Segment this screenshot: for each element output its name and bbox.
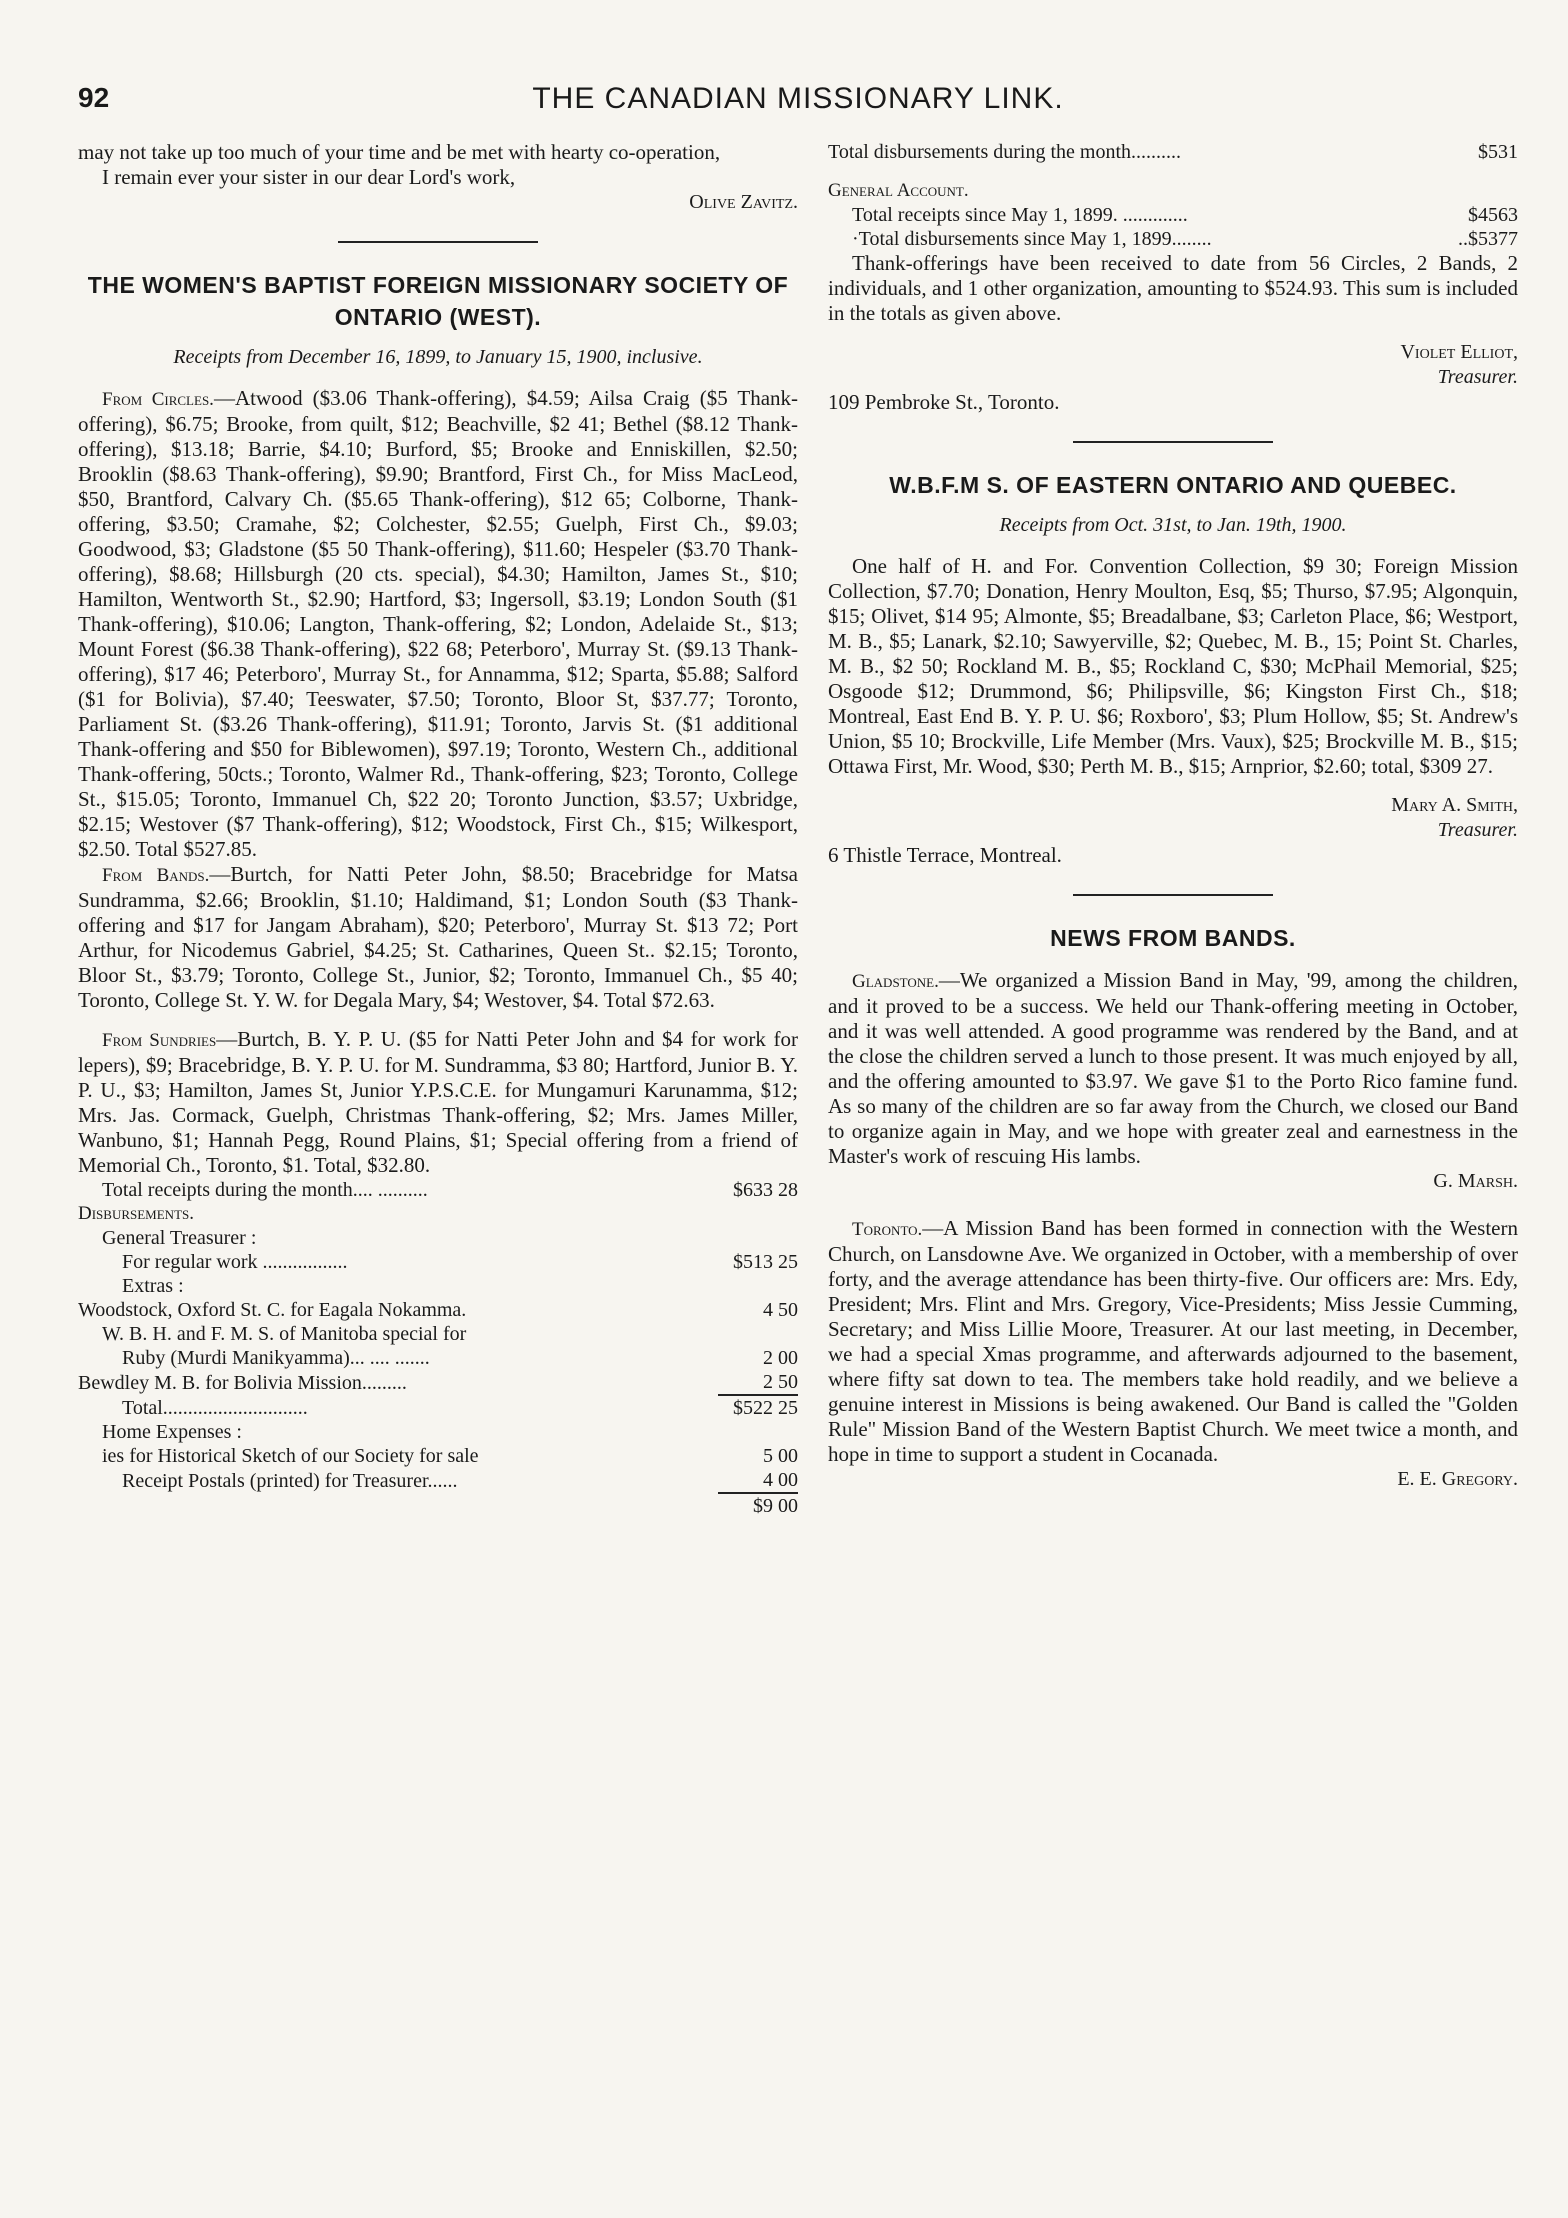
circles-text: —Atwood ($3.06 Thank-offering), $4.59; Ailsa Craig ($5 Thank-offering), $6.75; Brooke, from quilt, $12; Beachville, $2 41; Bethel ($8.12 Thank-offering), $13.18; Barrie, $4.10; Burford, $5; Brooke and Enniskillen, $2.50; Brooklin ($8.63 Thank-offering), $9.90; Brantford, First Ch., for Miss MacLeod, $50, Brantford, Calvary Ch. ($5.65 Thank-offering), $12 65; Colborne, Thank-offering, $3.50; Cramahe, $2; Colchester, $2.55; Guelph, First Ch., $9.03; Goodwood, $3; Gladstone ($5 50 Thank-offering), $11.60; Hespeler ($3.70 Thank-offering), $8.68; Hillsburgh (20 cts. special), $4.30; Hamilton, James St., $10; Hamilton, Wentworth St., $2.90; Hartford, $3; Ingersoll, $3.19; London South ($1 Thank-offering), $10.06; Langton, Thank-offering, $2; London, Adelaide St., $13; Mount Forest ($6.38 Thank-offering), $22 68; Peterboro', Murray St. ($9.13 Thank-offering), $17 46; Peterboro', Murray St., for Annamma, $12; Sparta, $5.88; Salford ($1 for Bolivia), $7.40; Teeswater, $7.50; Toronto, Bloor St, $37.77; Toronto, Parliament St. ($3.26 Thank-offering), $11.91; Toronto, Jarvis St. ($1 additional Thank-offering and $50 for Biblewomen), $97.19; Toronto, Western Ch., additional Thank-offering, 50cts.; Toronto, Walmer Rd., Thank-offering, $23; Toronto, College St., $15.05; Toronto, Immanuel Ch, $22 20; Toronto Junction, $3.57; Uxbridge, $2.15; Westover ($7 Thank-offering), $12; Woodstock, First Ch., $15; Wilkesport, $2.50. Total $527.85.: [78, 386, 799, 861]
ledger-amount: 2 00: [763, 1347, 798, 1369]
general-disbursements-amount: ..$5377: [1458, 228, 1518, 250]
gladstone-label: Gladstone.: [852, 971, 939, 992]
ledger-row: [78, 1370, 798, 1395]
ledger-label: ies for Historical Sketch of our Society for sale: [102, 1445, 479, 1467]
ledger-row: [78, 1178, 798, 1202]
ledger-row: [78, 1322, 798, 1346]
disbursement-amount: $531: [1478, 141, 1518, 163]
eastern-receipts: One half of H. and For. Convention Collection, $9 30; Foreign Mission Collection, $7.70; Donation, Henry Moulton, Esq, $5; Thurso, $7.95; Algonquin, $15; Olivet, $14 95; Almonte, $5; Breadalbane, $3; Carleton Place, $6; Westport, M. B., $5; Lanark, $2.10; Sawyerville, $2; Quebec, M. B., 15; Point St. Charles, M. B., $2 50; Rockland M. B., $5; Rockland C, $30; McPhail Memorial, $25; Osgoode $12; Drummond, $6; Philipsville, $6; Kingston First Ch., $18; Montreal, East End B. Y. P. U. $6; Roxboro', $3; Plum Hollow, $5; St. Andrew's Union, $5 10; Brockville, Life Member (Mrs. Vaux), $25; Brockville M. B., $15; Ottawa First, Mr. Wood, $30; Perth M. B., $15; Arnprior, $2.60; total, $309 27.: [828, 554, 1518, 778]
ledger-amount: [718, 1274, 798, 1298]
eastern-treasurer-address: 6 Thistle Terrace, Montreal.: [828, 843, 1062, 867]
ledger-label: [78, 1493, 718, 1518]
society-title: THE WOMEN'S BAPTIST FOREIGN MISSIONARY SOCIETY OF ONTARIO (WEST).: [87, 272, 789, 330]
eastern-society-title: W.B.F.M S. OF EASTERN ONTARIO AND QUEBEC.: [889, 472, 1457, 498]
ledger-row: [78, 1493, 798, 1518]
sundries-label: From Sundries: [102, 1030, 217, 1051]
ledger-table: [78, 1178, 798, 1518]
general-receipts-label: Total receipts since May 1, 1899. .............: [852, 204, 1188, 226]
ledger-amount: $522 25: [718, 1395, 798, 1420]
ledger-amount: 5 00: [763, 1445, 798, 1467]
ledger-label: General Treasurer :: [102, 1227, 257, 1249]
ledger-row: [78, 1346, 798, 1370]
general-disbursements-label: ·Total disbursements since May 1, 1899........: [852, 228, 1212, 250]
letter-signature: Olive Zavitz.: [689, 191, 798, 213]
section-divider: [338, 241, 538, 243]
ledger-row: [78, 1444, 798, 1468]
page-header: [78, 82, 1518, 132]
ledger-label: Total receipts during the month.... ..........: [102, 1179, 428, 1201]
left-column: [78, 140, 798, 1518]
circles-receipts: [78, 386, 798, 862]
ledger-amount: 4 50: [763, 1299, 798, 1321]
ledger-label: Ruby (Murdi Manikyamma)... .... .......: [122, 1347, 430, 1369]
disbursement-line: [828, 140, 1518, 164]
journal-title: THE CANADIAN MISSIONARY LINK.: [532, 82, 1064, 115]
ledger-amount: [718, 1226, 798, 1250]
receipts-subtitle: Receipts from December 16, 1899, to January 15, 1900, inclusive.: [173, 346, 703, 368]
ledger-label: Bewdley M. B. for Bolivia Mission.........: [78, 1372, 407, 1394]
eastern-treasurer-title: Treasurer.: [1437, 819, 1518, 841]
gladstone-report: [828, 968, 1518, 1169]
ledger-row: [78, 1420, 798, 1444]
gladstone-signature: G. Marsh.: [1433, 1170, 1518, 1192]
ledger-label: Woodstock, Oxford St. C. for Eagala Nokamma.: [78, 1299, 467, 1321]
gladstone-text: —We organized a Mission Band in May, '99, among the children, and it proved to be a success. We held our Thank-offering meeting in October, and it was well attended. A good programme was rendered by the Band, and at the close the children served a lunch to those present. It was much enjoyed by all, and the offering amounted to $3.97. We gave $1 to the Porto Rico famine fund. As so many of the children are so far away from the Church, we closed our Band to organize again in May, and we hope with greater zeal and earnestness in the Master's work of rescuing His lambs.: [828, 968, 1518, 1168]
ledger-label: Receipt Postals (printed) for Treasurer......: [122, 1470, 458, 1492]
treasurer-address: 109 Pembroke St., Toronto.: [828, 390, 1060, 414]
ledger-row: [78, 1468, 798, 1493]
letter-closing-text: may not take up too much of your time and be met with hearty co-operation,: [78, 140, 721, 164]
ledger-amount: 4 00: [763, 1469, 798, 1491]
toronto-signature: E. E. Gregory.: [1397, 1468, 1518, 1490]
sundries-receipts: [78, 1027, 798, 1178]
toronto-text: —A Mission Band has been formed in connection with the Western Church, on Lansdowne Ave. We organized in October, with a membership of over forty, and the average attendance has been thirty-five. Our officers are: Mrs. Edy, President; Mrs. Flint and Mrs. Gregory, Vice-Presidents; Miss Jessie Cumming, Secretary; and Miss Lillie Moore, Treasurer. At our last meeting, in December, we had a special Xmas programme, and afterwards adjourned to the basement, where fifty sat down to tea. The members take hold readily, and we believe a genuine interest in Missions is being awakened. Our Band is called the "Golden Rule" Mission Band of the Western Baptist Church. We meet twice a month, and hope in time to support a student in Cocanada.: [828, 1216, 1518, 1466]
section-divider: [1073, 894, 1273, 896]
circles-label: From Circles.: [102, 389, 214, 410]
ledger-row: [78, 1395, 798, 1420]
ledger-row: [78, 1226, 798, 1250]
ledger-amount: $513 25: [733, 1251, 798, 1273]
toronto-label: Toronto.: [852, 1219, 923, 1240]
ledger-row: [78, 1274, 798, 1298]
ledger-amount: 2 50: [763, 1371, 798, 1393]
general-account-table: [828, 203, 1518, 251]
ledger-label: Extras :: [122, 1275, 184, 1297]
sundries-text: —Burtch, B. Y. P. U. ($5 for Natti Peter John and $4 for work for lepers), $9; Bracebridge, B. Y. P. U. for M. Sundramma, $3 80; Hartford, Junior B. Y. P. U., $3; Hamilton, James St, Junior Y.P.S.C.E. for Mungamuri Karunamma, $12; Mrs. Jas. Cormack, Guelph, Christmas Thank-offering, $2; Mrs. James Miller, Wanbuno, $1; Hannah Pegg, Round Plains, $1; Special offering from a friend of Memorial Ch., Toronto, $1. Total, $32.80.: [78, 1027, 798, 1177]
bands-text: —Burtch, for Natti Peter John, $8.50; Bracebridge for Matsa Sundramma, $2.66; Brooklin, $1.10; Haldimand, $1; London South ($3 Thank-offering and $17 for Jangam Abraham), $20; Peterboro', Murray St. $13 72; Port Arthur, for Nicodemus Gabriel, $4.25; St. Catharines, Queen St.. $2.15; Toronto, Bloor St., $3.79; Toronto, College St., Junior, $2; Toronto, Immanuel Ch., $5 40; Toronto, College St. Y. W. for Degala Mary, $4; Westover, $4. Total $72.63.: [78, 862, 798, 1012]
ledger-amount: $9 00: [718, 1493, 798, 1518]
ledger-label: For regular work .................: [122, 1251, 348, 1273]
section-divider: [1073, 441, 1273, 443]
ledger-amount: $633 28: [733, 1179, 798, 1201]
disbursement-label: Total disbursements during the month..........: [828, 141, 1182, 163]
news-title: NEWS FROM BANDS.: [1050, 925, 1296, 951]
ledger-row: [78, 1250, 798, 1274]
toronto-report: [828, 1216, 1518, 1467]
ledger-amount: [718, 1420, 798, 1444]
ledger-amount: [718, 1322, 798, 1346]
ledger-label: W. B. H. and F. M. S. of Manitoba special for: [102, 1323, 467, 1345]
bands-receipts: [78, 862, 798, 1013]
general-receipts-amount: $4563: [1468, 204, 1518, 226]
ledger-row: [78, 1202, 798, 1226]
ledger-label: Home Expenses :: [102, 1421, 242, 1443]
ledger-row: [78, 1298, 798, 1322]
bands-label: From Bands.: [102, 865, 210, 886]
right-column: [828, 140, 1518, 1492]
treasurer-title: Treasurer.: [1437, 366, 1518, 388]
treasurer-name: Violet Elliot,: [1400, 341, 1518, 363]
ledger-amount: [718, 1202, 798, 1226]
ledger-label: Total.............................: [122, 1397, 308, 1419]
ledger-label: Disbursements.: [78, 1203, 194, 1224]
eastern-treasurer-name: Mary A. Smith,: [1391, 794, 1518, 816]
letter-valediction: I remain ever your sister in our dear Lord's work,: [102, 165, 516, 189]
thank-offerings-note: Thank-offerings have been received to date from 56 Circles, 2 Bands, 2 individuals, and 1 other organization, amounting to $524.93. This sum is included in the totals as given above.: [828, 251, 1518, 325]
eastern-receipts-subtitle: Receipts from Oct. 31st, to Jan. 19th, 1900.: [999, 514, 1347, 536]
page-number: 92: [78, 82, 110, 113]
general-account-heading: General Account.: [828, 180, 969, 201]
